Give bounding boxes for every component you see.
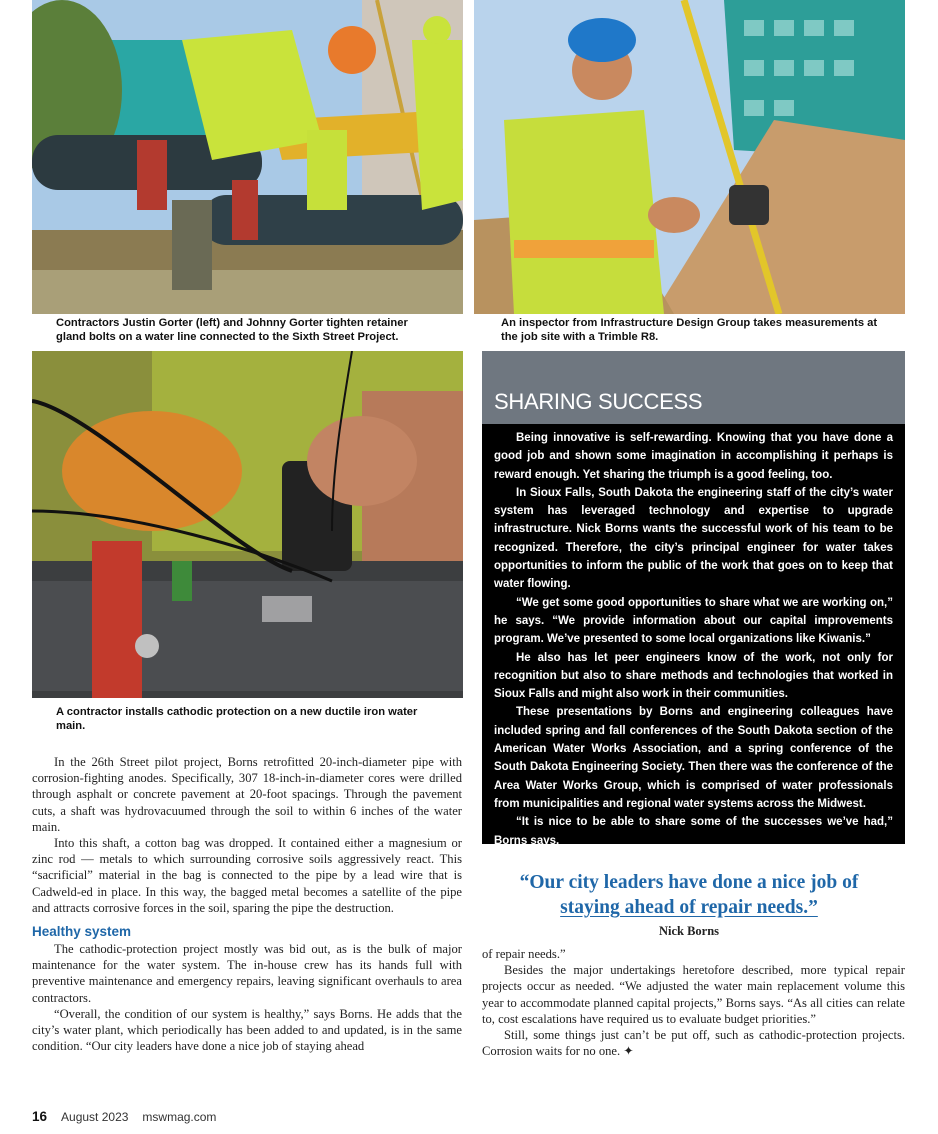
sidebar-body: [482, 424, 905, 850]
caption-middle-left: A contractor installs cathodic protection on a new ductile iron water main.: [56, 706, 418, 732]
article-paragraph: Besides the major undertakings heretofore described, more typical repair projects occur as needed. “We adjusted the water main replacement volume this year to accommodate planned capital projects,” Borns says. “As all cities can relate to, cost escalations have required us to evaluate budget priorities.”: [482, 963, 905, 1026]
photo-cathodic-illustration: [32, 351, 463, 698]
article-paragraph: In the 26th Street pilot project, Borns retrofitted 20-inch-diameter pipe with corrosion-fighting anodes. Specifically, 307 18-inch-in-diameter cores were drilled through asphalt or concrete pavement at 20-foot spacings. Through the pavement cuts, a shaft was hydrovacuumed through the soil to within 6 inches of the water main.: [32, 755, 462, 834]
article-paragraph: Into this shaft, a cotton bag was dropped. It contained either a magnesium or zinc rod — metals to which surrounding corrosive soils aggressively react. This “sacrificial” material in the bag is connected to the pipe by a lead wire that is Cadweld-ed in place. In this way, the bagged metal becomes a satellite of the pipe and attracts corrosive forces in the soil, sparing the pipe the destruction.: [32, 836, 462, 915]
subhead-healthy-system: Healthy system: [32, 924, 132, 940]
article-paragraph: of repair needs.”: [482, 947, 566, 961]
article-paragraph: Still, some things just can’t be put off, such as cathodic-protection projects. Corrosion waits for no one. ✦: [482, 1028, 905, 1059]
photo-inspector-illustration: [474, 0, 905, 314]
caption-top-left: Contractors Justin Gorter (left) and Johnny Gorter tighten retainer gland bolts on a water line connected to the Sixth Street Project.: [56, 317, 408, 343]
page-footer: [32, 1109, 216, 1124]
caption-top-right: An inspector from Infrastructure Design Group takes measurements at the job site with a Trimble R8.: [501, 317, 878, 343]
site-url: mswmag.com: [142, 1110, 217, 1124]
article-left-column: [32, 754, 462, 1054]
pull-quote-attribution: Nick Borns: [658, 924, 720, 938]
issue-date: August 2023: [61, 1110, 129, 1124]
page-number: 16: [32, 1109, 48, 1124]
article-right-column: [482, 946, 905, 1059]
article-paragraph: “Overall, the condition of our system is healthy,” says Borns. He adds that the city’s water plant, which periodically has been added to and updated, is in the same condition. “Our city leaders have done a nice job of staying ahead: [32, 1006, 462, 1054]
sidebar-paragraph: “It is nice to be able to share some of the successes we’ve had,” Borns says.: [494, 816, 893, 847]
sidebar-paragraph: In Sioux Falls, South Dakota the engineering staff of the city’s water system has leveraged technology and expertise to upgrade infrastructure. Nick Borns wants the successful work of his team to be recognized. Therefore, the city’s principal engineer for water takes opportunities to inform the public of the work that goes on to keep that water flowing.: [494, 486, 893, 591]
sidebar-paragraph: “We get some good opportunities to share what we are working on,” he says. “We provide information about our capital improvements program. We’ve presented to some local organizations like Kiwanis.”: [494, 596, 893, 646]
sidebar-paragraph: He also has let peer engineers know of the work, not only for recognition but also to share methods and technologies that worked in Sioux Falls and might also work in their communities.: [494, 651, 893, 701]
photo-pipe-workers: [32, 0, 463, 314]
pull-quote: [482, 870, 896, 920]
photo-inspector-trimble: [474, 0, 905, 314]
pull-quote-line-2: staying ahead of repair needs.”: [560, 897, 818, 918]
sidebar-header: [482, 351, 905, 424]
sidebar-title: SHARING SUCCESS: [494, 389, 703, 414]
photo-cathodic-install: [32, 351, 463, 698]
photo-pipe-workers-illustration: [32, 0, 463, 314]
sidebar-paragraph: Being innovative is self-rewarding. Knowing that you have done a good job and shown some imagination in accomplishing it perhaps is reward enough. Yet sharing the triumph is a good feeling, too.: [494, 432, 893, 481]
sharing-success-sidebar: [482, 351, 905, 847]
pull-quote-line-1: “Our city leaders have done a nice job of: [519, 872, 859, 893]
sidebar-paragraph: These presentations by Borns and engineering colleagues have included spring and fall conferences of the South Dakota section of the American Water Works Association, and a spring conference of the South Dakota Engineering Society. Then there was the conference of the Area Water Works Group, which is comprised of water professionals from municipalities and regional water systems across the Midwest.: [494, 706, 893, 810]
article-paragraph: The cathodic-protection project mostly was bid out, as is the bulk of major maintenance for the water system. The in-house crew has its hands full with preventive maintenance and emergency repairs, leaving significant overhauls to area contractors.: [32, 942, 462, 1005]
